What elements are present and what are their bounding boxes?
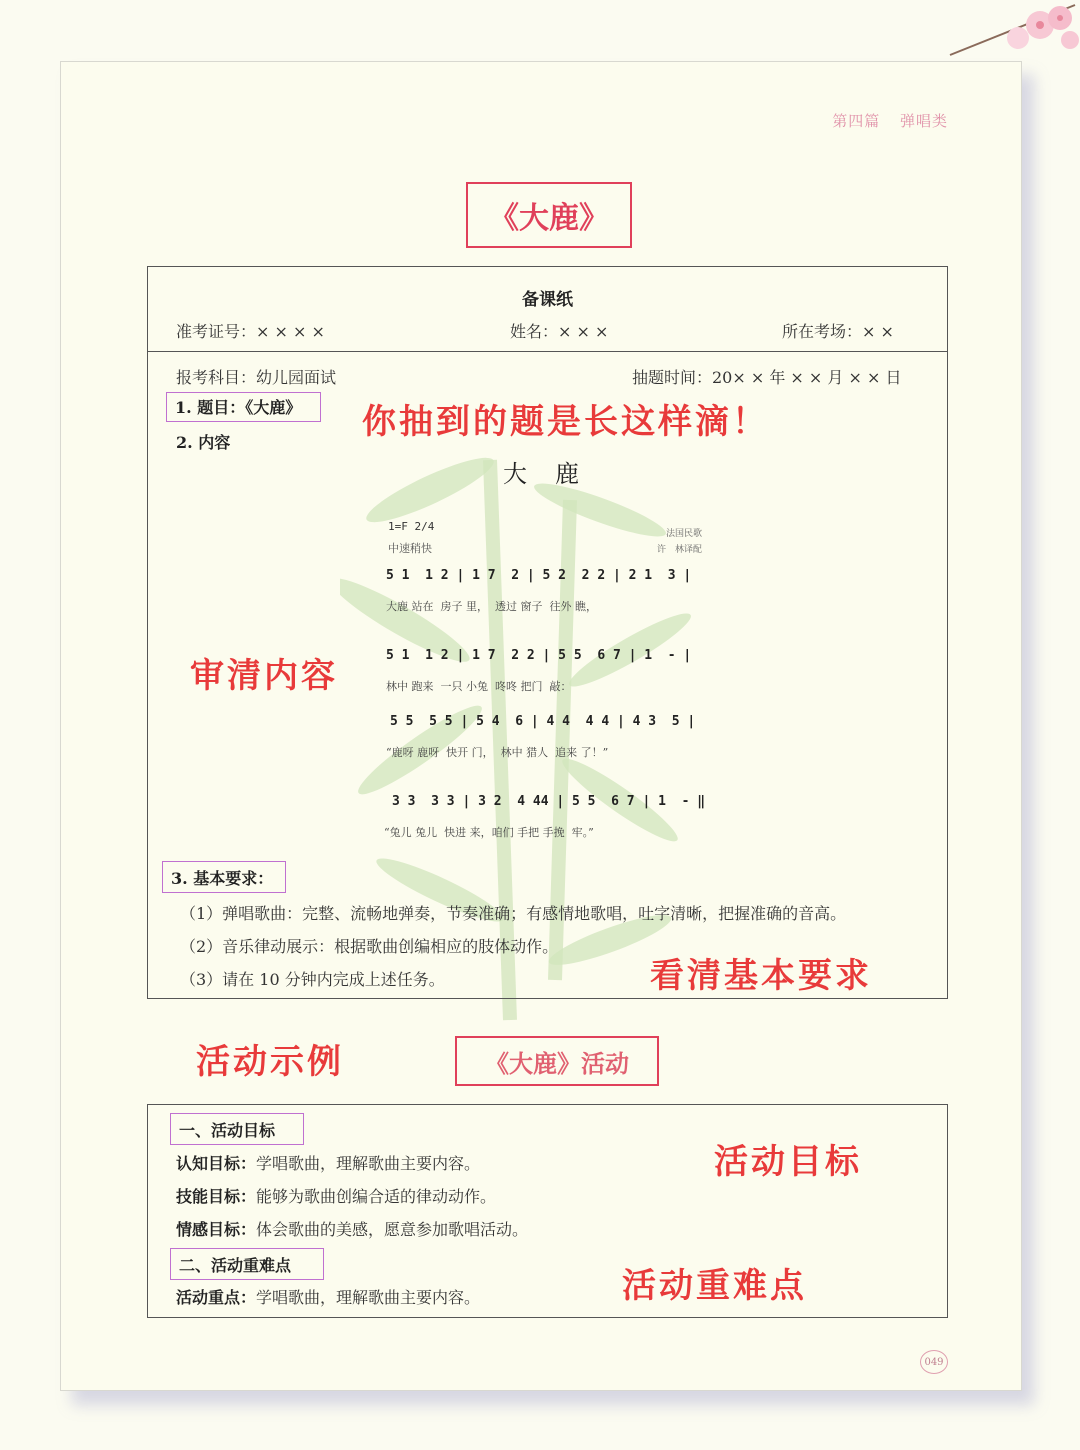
activity-key-point [176,1285,480,1308]
annotation-activity-example: 活动示例 [196,1042,344,1082]
song-title-box: 《大鹿》 [466,182,632,248]
header-part: 第四篇 [832,112,881,130]
candidate-name: 姓名：× × × [510,322,609,341]
annotation-review-content: 审清内容 [190,656,338,696]
requirements-box: 3. 基本要求： [162,861,286,893]
key-point-text: 学唱歌曲，理解歌曲主要内容。 [256,1288,481,1307]
annotation-read-requirements: 看清基本要求 [650,956,872,996]
exam-subject: 报考科目：幼儿园面试 [176,368,337,387]
annotation-activity-difficulty: 活动重难点 [622,1266,807,1306]
content-label: 2. 内容 [176,433,231,452]
score-line-2-lyrics: 林中 跑来 一只 小兔 咚咚 把门 敲： [386,680,572,693]
annotation-question-look: 你抽到的题是长这样滴！ [362,402,769,442]
draw-time: 抽题时间：20× × 年 × × 月 × × 日 [632,368,902,387]
song-heading: 大鹿 [503,460,607,488]
requirement-1: （1）弹唱歌曲：完整、流畅地弹奏，节奏准确；有感情地歌唱，吐字清晰，把握准确的音高。 [180,904,847,923]
skill-goal-text: 能够为歌曲创编合适的律动动作。 [256,1187,497,1206]
score-key: 1=F [388,520,408,533]
key-point-label: 活动重点： [176,1288,257,1307]
emotion-goal-text: 体会歌曲的美感，愿意参加歌唱活动。 [256,1220,529,1239]
score-line-4-lyrics: “兔儿 兔儿 快进 来，咱们 手把 手挽 牢。” [384,826,594,839]
score-line-2-notes: 5 1 1 2 | 1 7 2 2 | 5 5 6 7 | 1 - | [386,648,692,663]
keypoints-section-heading: 二、活动重难点 [170,1248,324,1280]
exam-id: 准考证号：× × × × [176,322,325,341]
score-line-3-notes: 5 5 5 5 | 5 4 6 | 4 4 4 4 | 4 3 5 | [390,714,696,729]
cognitive-goal-text: 学唱歌曲，理解歌曲主要内容。 [256,1154,481,1173]
requirement-3: （3）请在 10 分钟内完成上述任务。 [180,970,445,989]
score-line-1-notes: 5 1 1 2 | 1 7 2 | 5 2 2 2 | 2 1 3 | [386,568,692,583]
score-tempo: 中速稍快 [388,542,432,555]
page-header [818,110,948,131]
score-translator: 许 林译配 [656,545,702,555]
emotion-goal [176,1217,528,1240]
cognitive-goal-label: 认知目标： [176,1154,257,1173]
music-score [384,516,714,846]
annotation-activity-goals: 活动目标 [714,1142,862,1182]
score-line-3-lyrics: “鹿呀 鹿呀 快开 门， 林中 猎人 追来 了！” [386,746,609,759]
goals-section-heading: 一、活动目标 [170,1113,304,1145]
skill-goal-label: 技能目标： [176,1187,257,1206]
requirement-2: （2）音乐律动展示：根据歌曲创编相应的肢体动作。 [180,937,559,956]
cognitive-goal [176,1151,480,1174]
cherry-blossom-decoration [940,0,1080,60]
activity-title-box: 《大鹿》活动 [455,1036,659,1086]
sheet-divider [148,351,947,352]
page-number: 049 [920,1350,948,1374]
question-title-box: 1. 题目：《大鹿》 [166,392,321,422]
score-line-1-lyrics: 大鹿 站在 房子 里， 透过 窗子 往外 瞧， [386,600,597,613]
exam-venue: 所在考场：× × [782,322,894,341]
score-line-4-notes: 3 3 3 3 | 3 2 4 44 | 5 5 6 7 | 1 - ‖ [392,794,706,809]
score-meter: 2/4 [414,520,435,533]
skill-goal [176,1184,496,1207]
emotion-goal-label: 情感目标： [176,1220,257,1239]
header-category: 弹唱类 [899,112,948,130]
sheet-heading: 备课纸 [522,290,573,310]
score-source: 法国民歌 [665,529,702,539]
